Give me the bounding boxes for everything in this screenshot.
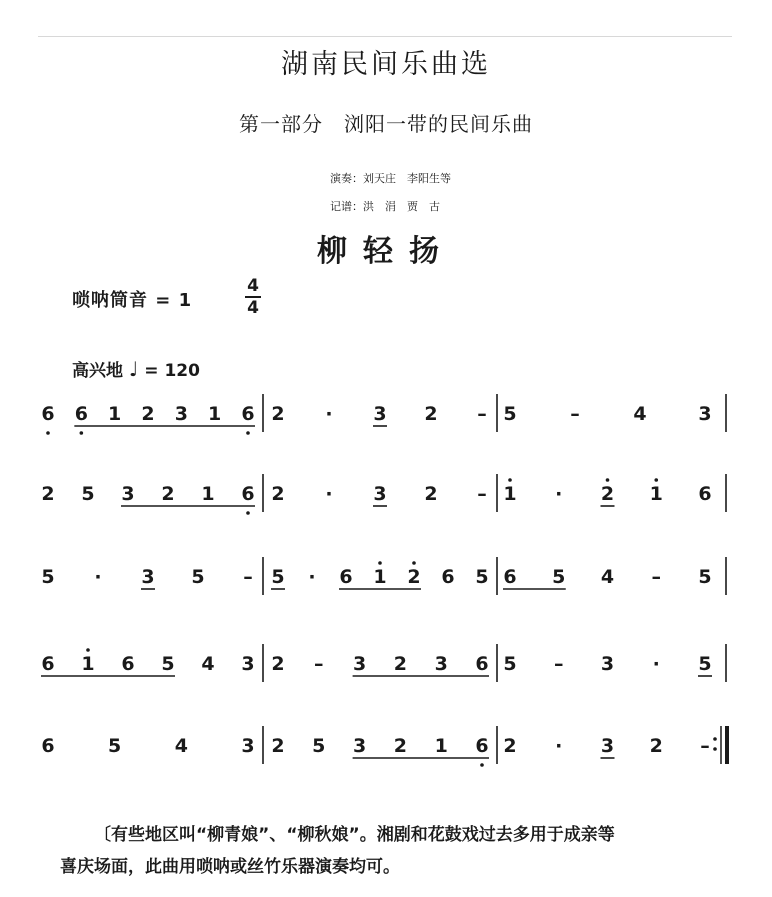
score-note: 6 [441, 566, 455, 588]
score-note: 2 [600, 483, 615, 505]
credit-notation: 记谱：洪 涓 贾 古 [330, 200, 440, 213]
score-note: 6 [41, 653, 55, 675]
octave-high-dot [412, 561, 416, 565]
score-note: 2 [393, 653, 408, 675]
footnote-line-2: 喜庆场面，此曲用唢呐或丝竹乐器演奏均可。 [60, 857, 400, 877]
score-note: 2 [141, 403, 155, 425]
score-note: 3 [121, 483, 135, 505]
score-note: – [477, 403, 487, 425]
score-note: – [477, 483, 487, 505]
octave-low-dot [246, 511, 250, 515]
score-note: 4 [174, 735, 188, 757]
score-note: · [325, 483, 333, 505]
octave-low-dot [246, 431, 250, 435]
score-note: 5 [191, 566, 205, 588]
score-note: 1 [201, 483, 215, 505]
part-title: 第一部分 浏阳一带的民间乐曲 [239, 112, 533, 136]
score-note: 3 [373, 403, 387, 425]
score-note: 2 [271, 483, 285, 505]
score-note: 6 [698, 483, 712, 505]
score-note: 1 [649, 483, 663, 505]
score-note: · [325, 403, 333, 425]
score-note: · [555, 735, 563, 757]
score-note: 5 [81, 483, 95, 505]
octave-low-dot [480, 763, 484, 767]
octave-low-dot [80, 431, 84, 435]
score-note: – [243, 566, 253, 588]
score-note: 1 [81, 653, 95, 675]
score-note: 1 [208, 403, 222, 425]
score-note: 3 [352, 653, 367, 675]
score-note: 2 [271, 653, 285, 675]
score-note: 6 [475, 735, 489, 757]
score-note: – [554, 653, 564, 675]
score-note: 5 [475, 566, 489, 588]
octave-high-dot [606, 478, 610, 482]
song-title: 柳轻扬 [317, 234, 455, 269]
score-note: 5 [108, 735, 122, 757]
score-note: 5 [698, 566, 712, 588]
score-note: 3 [600, 735, 615, 757]
score-note: 6 [241, 483, 255, 505]
score-note: 1 [373, 566, 387, 588]
score-note: · [555, 483, 563, 505]
score-note: 1 [434, 735, 448, 757]
score-note: 3 [600, 653, 615, 675]
score-note: · [652, 653, 660, 675]
score-note: 1 [108, 403, 122, 425]
score-note: 2 [161, 483, 175, 505]
score-note: 4 [633, 403, 647, 425]
score-note: 3 [241, 653, 255, 675]
score-note: 5 [312, 735, 326, 757]
score-note: 5 [161, 653, 175, 675]
score-note: 3 [174, 403, 188, 425]
score-note: 2 [424, 483, 438, 505]
score-note: 2 [424, 403, 438, 425]
octave-high-dot [654, 478, 658, 482]
score-note: – [314, 653, 324, 675]
score-note: – [570, 403, 580, 425]
time-signature-top: 4 [247, 276, 259, 296]
score-note: 6 [503, 566, 517, 588]
tempo-value: = 120 [144, 361, 200, 381]
tempo-label: 高兴地 [72, 361, 123, 381]
octave-low-dot [46, 431, 50, 435]
score-note: · [308, 566, 316, 588]
score-note: 2 [271, 403, 285, 425]
score-note: 4 [201, 653, 215, 675]
score-note: 5 [698, 653, 712, 675]
score-note: 5 [271, 566, 285, 588]
repeat-dot [713, 737, 717, 741]
score-note: 4 [600, 566, 615, 588]
quarter-note-icon: ♩ [128, 357, 139, 381]
score-note: 6 [41, 735, 55, 757]
score-note: 1 [503, 483, 517, 505]
score-note: 5 [503, 653, 517, 675]
octave-high-dot [86, 648, 90, 652]
score-note: 3 [141, 566, 155, 588]
score-note: 6 [475, 653, 489, 675]
score-note: 5 [552, 566, 566, 588]
score-note: 2 [271, 735, 285, 757]
score-note: 2 [41, 483, 55, 505]
score-note: – [651, 566, 661, 588]
score-note: 3 [698, 403, 712, 425]
score-note: 2 [393, 735, 408, 757]
time-signature-bottom: 4 [247, 298, 259, 318]
score-note: 6 [241, 403, 255, 425]
octave-high-dot [508, 478, 512, 482]
score-note: – [700, 735, 710, 757]
credit-performers: 演奏：刘天庄 李阳生等 [330, 172, 451, 185]
repeat-dot [713, 747, 717, 751]
score-note: 6 [74, 403, 88, 425]
score-note: 2 [649, 735, 663, 757]
score-note: 2 [407, 566, 421, 588]
score-note: 3 [434, 653, 448, 675]
book-title: 湖南民间乐曲选 [281, 49, 491, 80]
key-signature: 唢呐筒音 = 1 [72, 290, 193, 311]
score-note: 5 [503, 403, 517, 425]
score-note: 2 [503, 735, 517, 757]
score-note: 5 [41, 566, 55, 588]
score-note: 6 [121, 653, 135, 675]
score-note: 3 [373, 483, 387, 505]
score-note: 6 [339, 566, 353, 588]
octave-high-dot [378, 561, 382, 565]
score-note: 6 [41, 403, 55, 425]
score-note: 3 [352, 735, 367, 757]
footnote-line-1: 〔有些地区叫“柳青娘”、“柳秋娘”。湘剧和花鼓戏过去多用于成亲等 [94, 825, 615, 845]
score-note: 3 [241, 735, 255, 757]
score-note: · [94, 566, 102, 588]
